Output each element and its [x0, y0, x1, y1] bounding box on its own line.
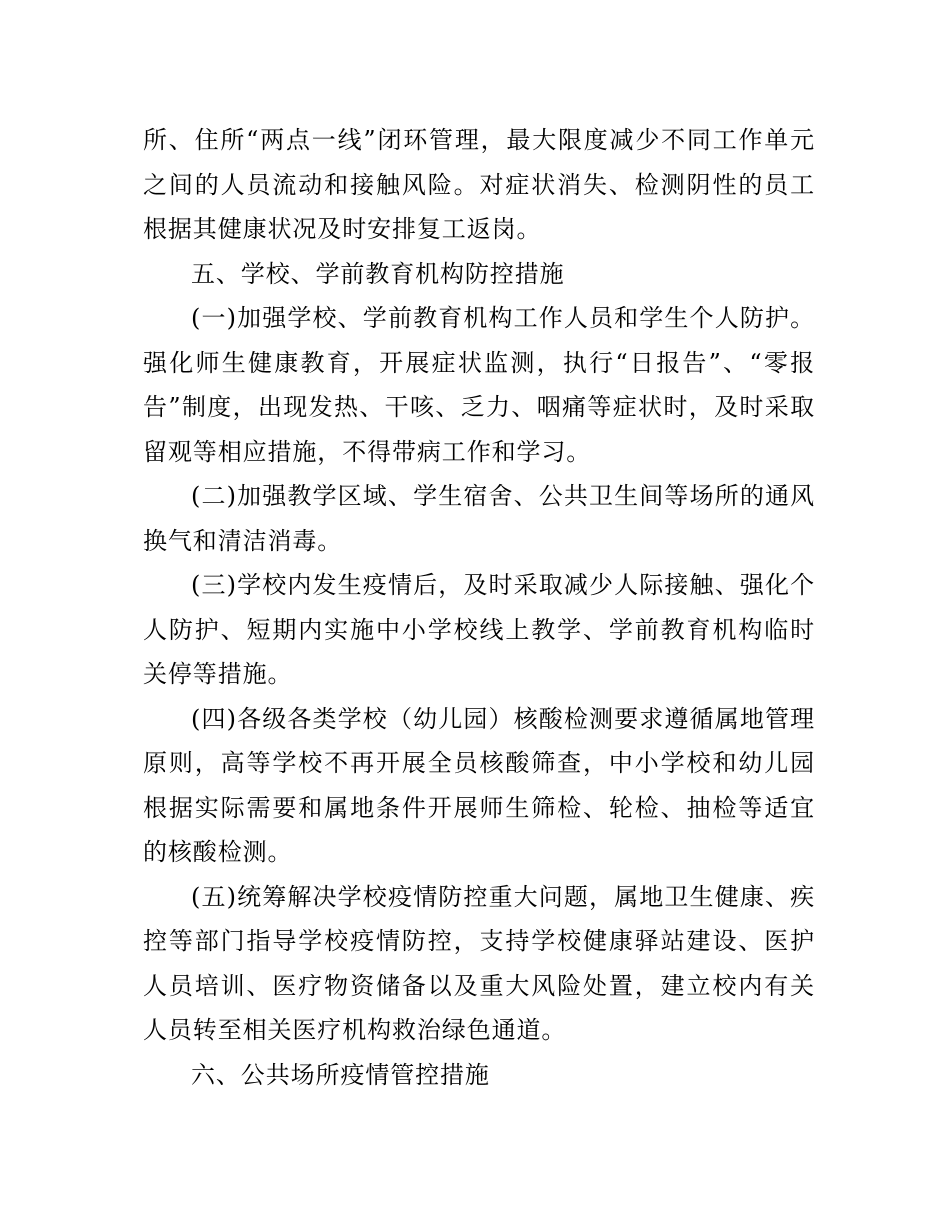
paragraph-item-2-ventilation: (二)加强教学区域、学生宿舍、公共卫生间等场所的通风换气和清洁消毒。 — [143, 482, 815, 555]
paragraph-item-4-nucleic-testing: (四)各级各类学校（幼儿园）核酸检测要求遵循属地管理原则，高等学校不再开展全员核酸筛查，中小学校和幼儿园根据实际需要和属地条件开展师生筛检、轮检、抽检等适宜的核酸检测。 — [143, 704, 815, 866]
section-heading-public-places: 六、公共场所疫情管控措施 — [191, 1060, 490, 1089]
section-heading-school-measures: 五、学校、学前教育机构防控措施 — [191, 259, 565, 288]
paragraph-item-3-outbreak-response: (三)学校内发生疫情后，及时采取减少人际接触、强化个人防护、短期内实施中小学校线上教学、学前教育机构临时关停等措施。 — [143, 571, 815, 688]
document-body — [143, 118, 815, 1097]
paragraph-item-5-coordination: (五)统筹解决学校疫情防控重大问题，属地卫生健康、疾控等部门指导学校疫情防控，支持学校健康驿站建设、医护人员培训、医疗物资储备以及重大风险处置，建立校内有关人员转至相关医疗机构救治绿色通道。 — [143, 882, 815, 1044]
paragraph-item-1-personal-protection: (一)加强学校、学前教育机构工作人员和学生个人防护。强化师生健康教育，开展症状监测，执行“日报告”、“零报告”制度，出现发热、干咳、乏力、咽痛等症状时，及时采取留观等相应措施，不得带病工作和学习。 — [143, 304, 815, 466]
paragraph-closed-loop-management: 所、住所“两点一线”闭环管理，最大限度减少不同工作单元之间的人员流动和接触风险。对症状消失、检测阴性的员工根据其健康状况及时安排复工返岗。 — [143, 126, 815, 243]
